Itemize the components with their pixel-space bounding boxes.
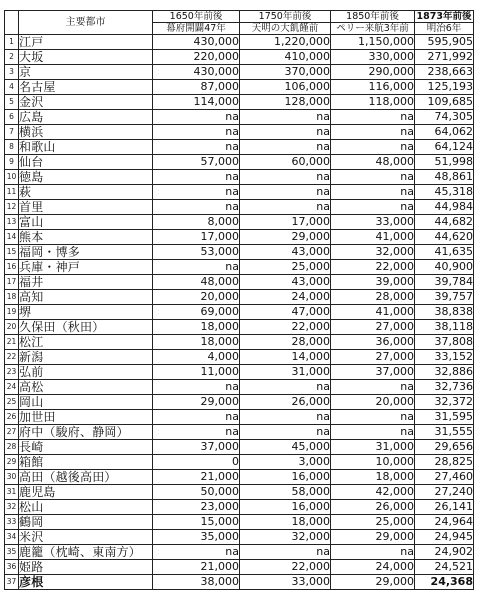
pop-1850: 41,000 (331, 230, 415, 245)
pop-1650: 21,000 (153, 560, 240, 575)
table-row (5, 470, 474, 485)
row-index: 29 (5, 455, 19, 470)
pop-1750: 29,000 (240, 230, 331, 245)
table-row (5, 335, 474, 350)
row-index: 12 (5, 200, 19, 215)
pop-1850: na (331, 185, 415, 200)
header-note-1750: 天明の大飢饉前 (240, 23, 331, 35)
pop-1873: 125,193 (415, 80, 474, 95)
pop-1650: 69,000 (153, 305, 240, 320)
pop-1750: 25,000 (240, 260, 331, 275)
city-name: 久保田（秋田） (19, 320, 153, 335)
pop-1873: 24,902 (415, 545, 474, 560)
header-note-1850: ペリー来航3年前 (331, 23, 415, 35)
pop-1850: 48,000 (331, 155, 415, 170)
table-row (5, 185, 474, 200)
pop-1850: 28,000 (331, 290, 415, 305)
table-row (5, 305, 474, 320)
row-index: 31 (5, 485, 19, 500)
pop-1873: 44,682 (415, 215, 474, 230)
pop-1650: na (153, 545, 240, 560)
row-index: 35 (5, 545, 19, 560)
pop-1850: 18,000 (331, 470, 415, 485)
pop-1750: 14,000 (240, 350, 331, 365)
table-row (5, 230, 474, 245)
city-name: 高知 (19, 290, 153, 305)
pop-1650: 220,000 (153, 50, 240, 65)
pop-1750: 3,000 (240, 455, 331, 470)
city-name: 鹿児島 (19, 485, 153, 500)
table-row (5, 320, 474, 335)
table-row (5, 515, 474, 530)
pop-1873: 45,318 (415, 185, 474, 200)
row-index: 18 (5, 290, 19, 305)
pop-1873: 44,984 (415, 200, 474, 215)
header-index-cell (5, 11, 19, 35)
pop-1850: 25,000 (331, 515, 415, 530)
table-row (5, 65, 474, 80)
table-row (5, 155, 474, 170)
pop-1750: 43,000 (240, 275, 331, 290)
pop-1873: 33,152 (415, 350, 474, 365)
row-index: 22 (5, 350, 19, 365)
pop-1873: 109,685 (415, 95, 474, 110)
city-name: 首里 (19, 200, 153, 215)
pop-1873: 24,368 (415, 575, 474, 590)
population-table-sheet (4, 10, 474, 590)
city-name: 松江 (19, 335, 153, 350)
city-name: 熊本 (19, 230, 153, 245)
city-name: 大坂 (19, 50, 153, 65)
pop-1850: na (331, 110, 415, 125)
table-row (5, 530, 474, 545)
pop-1750: 31,000 (240, 365, 331, 380)
header-year-1850: 1850年前後 (331, 11, 415, 23)
pop-1750: 47,000 (240, 305, 331, 320)
pop-1873: 32,736 (415, 380, 474, 395)
row-index: 34 (5, 530, 19, 545)
city-name: 福井 (19, 275, 153, 290)
table-row (5, 395, 474, 410)
row-index: 26 (5, 410, 19, 425)
pop-1750: na (240, 425, 331, 440)
header-year-1750: 1750年前後 (240, 11, 331, 23)
pop-1650: 15,000 (153, 515, 240, 530)
pop-1873: 24,521 (415, 560, 474, 575)
table-row (5, 125, 474, 140)
pop-1750: 28,000 (240, 335, 331, 350)
table-row (5, 380, 474, 395)
table-row (5, 260, 474, 275)
pop-1750: na (240, 545, 331, 560)
pop-1750: na (240, 200, 331, 215)
pop-1850: 330,000 (331, 50, 415, 65)
pop-1650: na (153, 140, 240, 155)
pop-1873: 32,886 (415, 365, 474, 380)
pop-1650: 48,000 (153, 275, 240, 290)
city-name: 府中（駿府、静岡） (19, 425, 153, 440)
row-index: 16 (5, 260, 19, 275)
pop-1850: na (331, 545, 415, 560)
pop-1850: 29,000 (331, 575, 415, 590)
city-name: 弘前 (19, 365, 153, 380)
pop-1750: 26,000 (240, 395, 331, 410)
pop-1750: na (240, 380, 331, 395)
pop-1850: na (331, 125, 415, 140)
pop-1850: 39,000 (331, 275, 415, 290)
row-index: 7 (5, 125, 19, 140)
pop-1850: 20,000 (331, 395, 415, 410)
pop-1873: 74,305 (415, 110, 474, 125)
pop-1650: 50,000 (153, 485, 240, 500)
pop-1873: 271,992 (415, 50, 474, 65)
pop-1850: 26,000 (331, 500, 415, 515)
pop-1650: 18,000 (153, 320, 240, 335)
pop-1750: 60,000 (240, 155, 331, 170)
pop-1650: na (153, 170, 240, 185)
pop-1750: 58,000 (240, 485, 331, 500)
table-row (5, 485, 474, 500)
city-name: 松山 (19, 500, 153, 515)
pop-1873: 31,555 (415, 425, 474, 440)
pop-1650: na (153, 185, 240, 200)
pop-1650: 23,000 (153, 500, 240, 515)
row-index: 6 (5, 110, 19, 125)
row-index: 24 (5, 380, 19, 395)
row-index: 11 (5, 185, 19, 200)
table-row (5, 275, 474, 290)
pop-1750: 370,000 (240, 65, 331, 80)
city-name: 和歌山 (19, 140, 153, 155)
pop-1650: 0 (153, 455, 240, 470)
pop-1750: na (240, 110, 331, 125)
pop-1650: na (153, 125, 240, 140)
table-row (5, 575, 474, 590)
table-row (5, 455, 474, 470)
pop-1650: 29,000 (153, 395, 240, 410)
row-index: 3 (5, 65, 19, 80)
city-name: 名古屋 (19, 80, 153, 95)
pop-1873: 38,838 (415, 305, 474, 320)
row-index: 20 (5, 320, 19, 335)
table-row (5, 290, 474, 305)
header-city: 主要都市 (19, 11, 153, 35)
table-row (5, 80, 474, 95)
city-name: 長崎 (19, 440, 153, 455)
city-name: 堺 (19, 305, 153, 320)
pop-1873: 27,460 (415, 470, 474, 485)
pop-1750: 43,000 (240, 245, 331, 260)
pop-1850: na (331, 200, 415, 215)
pop-1750: 1,220,000 (240, 35, 331, 50)
pop-1650: 114,000 (153, 95, 240, 110)
row-index: 30 (5, 470, 19, 485)
pop-1873: 39,757 (415, 290, 474, 305)
city-name: 姫路 (19, 560, 153, 575)
pop-1750: 33,000 (240, 575, 331, 590)
table-row (5, 350, 474, 365)
pop-1850: 37,000 (331, 365, 415, 380)
row-index: 27 (5, 425, 19, 440)
pop-1750: na (240, 410, 331, 425)
pop-1650: 87,000 (153, 80, 240, 95)
pop-1750: 18,000 (240, 515, 331, 530)
city-name: 横浜 (19, 125, 153, 140)
pop-1873: 29,656 (415, 440, 474, 455)
table-row (5, 215, 474, 230)
city-name: 岡山 (19, 395, 153, 410)
row-index: 19 (5, 305, 19, 320)
pop-1650: 21,000 (153, 470, 240, 485)
pop-1650: 35,000 (153, 530, 240, 545)
pop-1750: 45,000 (240, 440, 331, 455)
table-row (5, 200, 474, 215)
pop-1850: 42,000 (331, 485, 415, 500)
pop-1650: na (153, 425, 240, 440)
city-name: 高田（越後高田） (19, 470, 153, 485)
table-row (5, 140, 474, 155)
pop-1873: 48,861 (415, 170, 474, 185)
pop-1750: 16,000 (240, 500, 331, 515)
pop-1650: 53,000 (153, 245, 240, 260)
pop-1873: 32,372 (415, 395, 474, 410)
pop-1650: 20,000 (153, 290, 240, 305)
pop-1850: 36,000 (331, 335, 415, 350)
pop-1750: 410,000 (240, 50, 331, 65)
row-index: 23 (5, 365, 19, 380)
pop-1650: 57,000 (153, 155, 240, 170)
pop-1750: na (240, 185, 331, 200)
pop-1850: 27,000 (331, 350, 415, 365)
pop-1650: 17,000 (153, 230, 240, 245)
pop-1750: na (240, 170, 331, 185)
pop-1650: na (153, 200, 240, 215)
pop-1650: 18,000 (153, 335, 240, 350)
city-name: 福岡・博多 (19, 245, 153, 260)
city-name: 江戸 (19, 35, 153, 50)
header-year-1650: 1650年前後 (153, 11, 240, 23)
header-year-1873: 1873年前後 (415, 11, 474, 23)
pop-1850: 1,150,000 (331, 35, 415, 50)
pop-1850: na (331, 380, 415, 395)
city-name: 彦根 (19, 575, 153, 590)
pop-1650: 8,000 (153, 215, 240, 230)
pop-1650: 37,000 (153, 440, 240, 455)
pop-1850: 33,000 (331, 215, 415, 230)
pop-1750: 22,000 (240, 560, 331, 575)
row-index: 36 (5, 560, 19, 575)
row-index: 37 (5, 575, 19, 590)
pop-1850: 31,000 (331, 440, 415, 455)
row-index: 14 (5, 230, 19, 245)
pop-1873: 44,620 (415, 230, 474, 245)
row-index: 2 (5, 50, 19, 65)
pop-1750: 22,000 (240, 320, 331, 335)
row-index: 17 (5, 275, 19, 290)
pop-1750: 128,000 (240, 95, 331, 110)
pop-1873: 28,825 (415, 455, 474, 470)
pop-1873: 37,808 (415, 335, 474, 350)
city-name: 新潟 (19, 350, 153, 365)
pop-1750: 106,000 (240, 80, 331, 95)
table-row (5, 425, 474, 440)
row-index: 32 (5, 500, 19, 515)
pop-1650: na (153, 110, 240, 125)
city-name: 金沢 (19, 95, 153, 110)
city-name: 鹿籠（枕崎、東南方） (19, 545, 153, 560)
pop-1750: 32,000 (240, 530, 331, 545)
header-note-1650: 幕府開闢47年 (153, 23, 240, 35)
row-index: 33 (5, 515, 19, 530)
pop-1850: 118,000 (331, 95, 415, 110)
pop-1873: 31,595 (415, 410, 474, 425)
city-name: 高松 (19, 380, 153, 395)
city-name: 鶴岡 (19, 515, 153, 530)
header-note-1873: 明治6年 (415, 23, 474, 35)
pop-1650: 430,000 (153, 65, 240, 80)
pop-1750: na (240, 125, 331, 140)
city-name: 富山 (19, 215, 153, 230)
pop-1750: na (240, 140, 331, 155)
pop-1873: 24,945 (415, 530, 474, 545)
table-row (5, 170, 474, 185)
city-name: 米沢 (19, 530, 153, 545)
table-row (5, 50, 474, 65)
pop-1873: 38,118 (415, 320, 474, 335)
pop-1873: 26,141 (415, 500, 474, 515)
table-row (5, 365, 474, 380)
city-name: 加世田 (19, 410, 153, 425)
pop-1850: 29,000 (331, 530, 415, 545)
pop-1873: 27,240 (415, 485, 474, 500)
row-index: 1 (5, 35, 19, 50)
pop-1873: 64,124 (415, 140, 474, 155)
city-name: 仙台 (19, 155, 153, 170)
pop-1850: na (331, 140, 415, 155)
pop-1850: na (331, 425, 415, 440)
table-body (5, 35, 474, 590)
city-name: 広島 (19, 110, 153, 125)
pop-1850: 27,000 (331, 320, 415, 335)
pop-1750: 17,000 (240, 215, 331, 230)
pop-1873: 64,062 (415, 125, 474, 140)
row-index: 25 (5, 395, 19, 410)
row-index: 28 (5, 440, 19, 455)
pop-1873: 24,964 (415, 515, 474, 530)
pop-1850: na (331, 410, 415, 425)
row-index: 5 (5, 95, 19, 110)
pop-1650: na (153, 410, 240, 425)
pop-1650: 38,000 (153, 575, 240, 590)
pop-1650: na (153, 260, 240, 275)
population-table (4, 10, 474, 590)
table-row (5, 440, 474, 455)
pop-1873: 595,905 (415, 35, 474, 50)
pop-1850: 10,000 (331, 455, 415, 470)
pop-1650: 4,000 (153, 350, 240, 365)
city-name: 萩 (19, 185, 153, 200)
row-index: 4 (5, 80, 19, 95)
row-index: 15 (5, 245, 19, 260)
city-name: 徳島 (19, 170, 153, 185)
city-name: 京 (19, 65, 153, 80)
pop-1650: 11,000 (153, 365, 240, 380)
pop-1873: 39,784 (415, 275, 474, 290)
pop-1850: 116,000 (331, 80, 415, 95)
table-row (5, 545, 474, 560)
pop-1850: 22,000 (331, 260, 415, 275)
table-header (5, 11, 474, 35)
pop-1873: 51,998 (415, 155, 474, 170)
pop-1850: 290,000 (331, 65, 415, 80)
pop-1650: 430,000 (153, 35, 240, 50)
pop-1850: na (331, 170, 415, 185)
pop-1850: 24,000 (331, 560, 415, 575)
pop-1850: 41,000 (331, 305, 415, 320)
table-row (5, 500, 474, 515)
table-row (5, 560, 474, 575)
header-row-years (5, 11, 474, 23)
table-row (5, 245, 474, 260)
row-index: 8 (5, 140, 19, 155)
row-index: 9 (5, 155, 19, 170)
pop-1873: 238,663 (415, 65, 474, 80)
table-row (5, 35, 474, 50)
pop-1750: 24,000 (240, 290, 331, 305)
table-row (5, 410, 474, 425)
table-row (5, 110, 474, 125)
row-index: 10 (5, 170, 19, 185)
pop-1873: 41,635 (415, 245, 474, 260)
pop-1850: 32,000 (331, 245, 415, 260)
pop-1750: 16,000 (240, 470, 331, 485)
city-name: 箱館 (19, 455, 153, 470)
pop-1650: na (153, 380, 240, 395)
table-row (5, 95, 474, 110)
pop-1873: 40,900 (415, 260, 474, 275)
row-index: 21 (5, 335, 19, 350)
city-name: 兵庫・神戸 (19, 260, 153, 275)
row-index: 13 (5, 215, 19, 230)
